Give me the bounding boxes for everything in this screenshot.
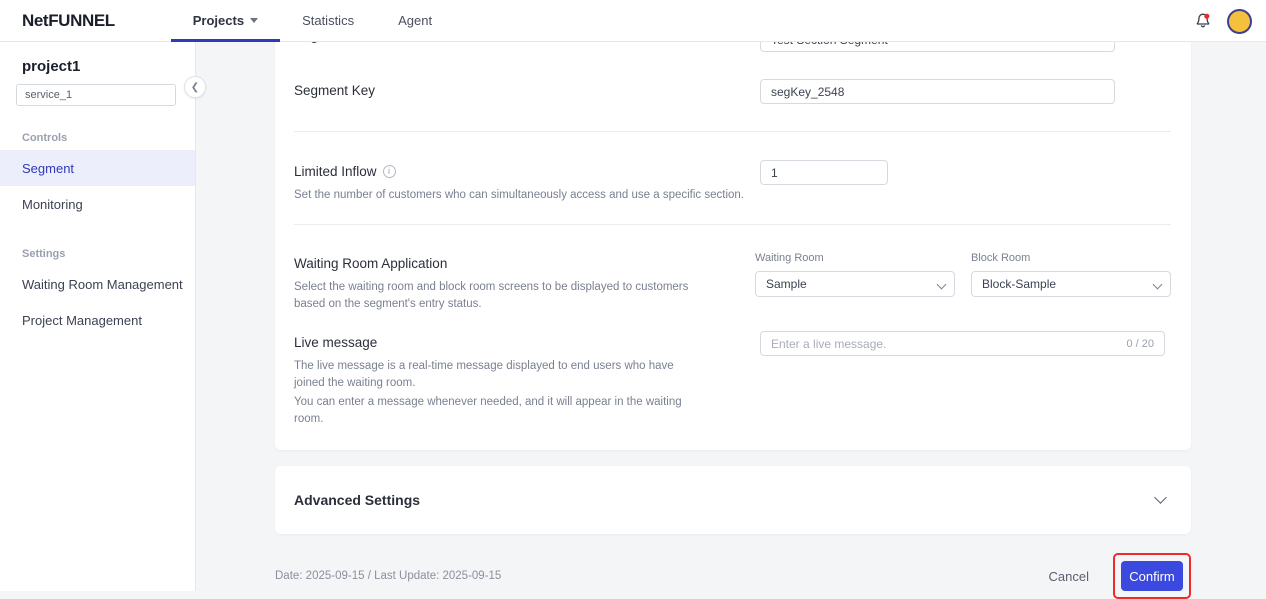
limited-inflow-description: Set the number of customers who can simultaneously access and use a specific section. bbox=[294, 189, 745, 201]
top-navigation-bar bbox=[0, 0, 1266, 42]
waiting-room-select-value: Sample bbox=[766, 277, 807, 291]
nav-item-projects[interactable] bbox=[171, 0, 280, 42]
chevron-left-icon[interactable]: ❮ bbox=[184, 76, 206, 98]
block-room-block bbox=[971, 252, 1171, 297]
avatar[interactable] bbox=[1227, 9, 1252, 34]
live-message-description-1: The live message is a real-time message displayed to end users who have joined the waiting room. bbox=[294, 360, 674, 389]
sidebar-item-monitoring-label: Monitoring bbox=[22, 196, 83, 212]
limited-inflow-row bbox=[275, 160, 1191, 204]
netfunnel-logo[interactable] bbox=[22, 11, 115, 31]
live-message-counter: 0 / 20 bbox=[1126, 337, 1154, 350]
sidebar-item-waiting-room-management[interactable] bbox=[0, 266, 195, 302]
nav-item-projects-label: Projects bbox=[192, 13, 245, 28]
limited-inflow-label-group bbox=[294, 164, 760, 179]
service-select[interactable] bbox=[16, 84, 176, 106]
advanced-settings-title: Advanced Settings bbox=[294, 492, 421, 508]
advanced-settings-section[interactable] bbox=[275, 466, 1191, 534]
sidebar-group-settings-label: Settings bbox=[22, 248, 66, 260]
chevron-down-icon bbox=[1153, 280, 1163, 290]
waiting-room-application-row bbox=[275, 252, 1191, 313]
bell-icon[interactable] bbox=[1193, 11, 1213, 31]
form-footer bbox=[275, 556, 1191, 596]
limited-inflow-input[interactable] bbox=[760, 160, 888, 185]
segment-settings-card bbox=[275, 28, 1191, 450]
segment-key-row bbox=[275, 79, 1191, 104]
logo-text-funnel: FUNNEL bbox=[48, 10, 115, 30]
live-message-row bbox=[275, 331, 1191, 428]
service-select-value: service_1 bbox=[25, 89, 73, 101]
chevron-down-icon bbox=[1154, 491, 1167, 504]
main-nav bbox=[171, 0, 454, 42]
sidebar-item-segment-label: Segment bbox=[22, 160, 75, 176]
waiting-room-block bbox=[755, 252, 955, 297]
block-room-select-label: Block Room bbox=[971, 252, 1031, 264]
nav-item-agent[interactable] bbox=[376, 0, 454, 42]
segment-key-label: Segment Key bbox=[294, 83, 376, 98]
waiting-room-application-description: Select the waiting room and block room screens to be displayed to customers based on the segment's entry status. bbox=[294, 281, 689, 310]
chevron-down-icon bbox=[250, 18, 258, 23]
segment-key-input[interactable] bbox=[760, 79, 1115, 104]
cancel-button[interactable]: Cancel bbox=[1045, 563, 1093, 590]
sidebar-item-project-management[interactable] bbox=[0, 302, 195, 338]
sidebar-item-monitoring[interactable] bbox=[0, 186, 195, 222]
limited-inflow-value: 1 bbox=[771, 165, 778, 180]
main-content bbox=[196, 42, 1266, 591]
limited-inflow-label: Limited Inflow bbox=[294, 164, 377, 179]
waiting-room-selects bbox=[755, 252, 1171, 297]
topbar-right-actions bbox=[1193, 0, 1252, 42]
sidebar bbox=[0, 42, 200, 591]
nav-item-statistics[interactable] bbox=[280, 0, 376, 42]
nav-item-statistics-label: Statistics bbox=[302, 13, 355, 28]
live-message-placeholder: Enter a live message. bbox=[771, 336, 887, 351]
sidebar-item-segment[interactable] bbox=[0, 150, 195, 186]
waiting-room-application-label: Waiting Room Application bbox=[294, 256, 448, 271]
chevron-down-icon bbox=[937, 280, 947, 290]
waiting-room-select-label: Waiting Room bbox=[755, 252, 824, 264]
block-room-select-value: Block-Sample bbox=[982, 277, 1057, 291]
live-message-input[interactable] bbox=[760, 331, 1165, 356]
footer-actions bbox=[1045, 553, 1191, 599]
segment-key-value: segKey_2548 bbox=[771, 84, 845, 99]
block-room-select[interactable] bbox=[971, 271, 1171, 297]
live-message-description-2: You can enter a message whenever needed, and it will appear in the waiting room. bbox=[294, 396, 682, 425]
footer-date-text: Date: 2025-09-15 / Last Update: 2025-09-15 bbox=[275, 570, 502, 582]
confirm-button-highlight bbox=[1113, 553, 1191, 599]
nav-item-agent-label: Agent bbox=[398, 13, 433, 28]
sidebar-group-controls-label: Controls bbox=[22, 132, 68, 144]
sidebar-item-project-management-label: Project Management bbox=[22, 312, 142, 328]
info-icon[interactable]: i bbox=[383, 165, 396, 178]
confirm-button[interactable]: Confirm bbox=[1121, 561, 1183, 591]
logo-text-net: Net bbox=[22, 10, 49, 30]
waiting-room-select[interactable] bbox=[755, 271, 955, 297]
page-title: project1 bbox=[22, 58, 81, 75]
divider-1 bbox=[294, 131, 1171, 132]
divider-2 bbox=[294, 224, 1171, 225]
live-message-label: Live message bbox=[294, 335, 378, 350]
sidebar-item-waiting-room-management-label: Waiting Room Management bbox=[22, 276, 183, 292]
